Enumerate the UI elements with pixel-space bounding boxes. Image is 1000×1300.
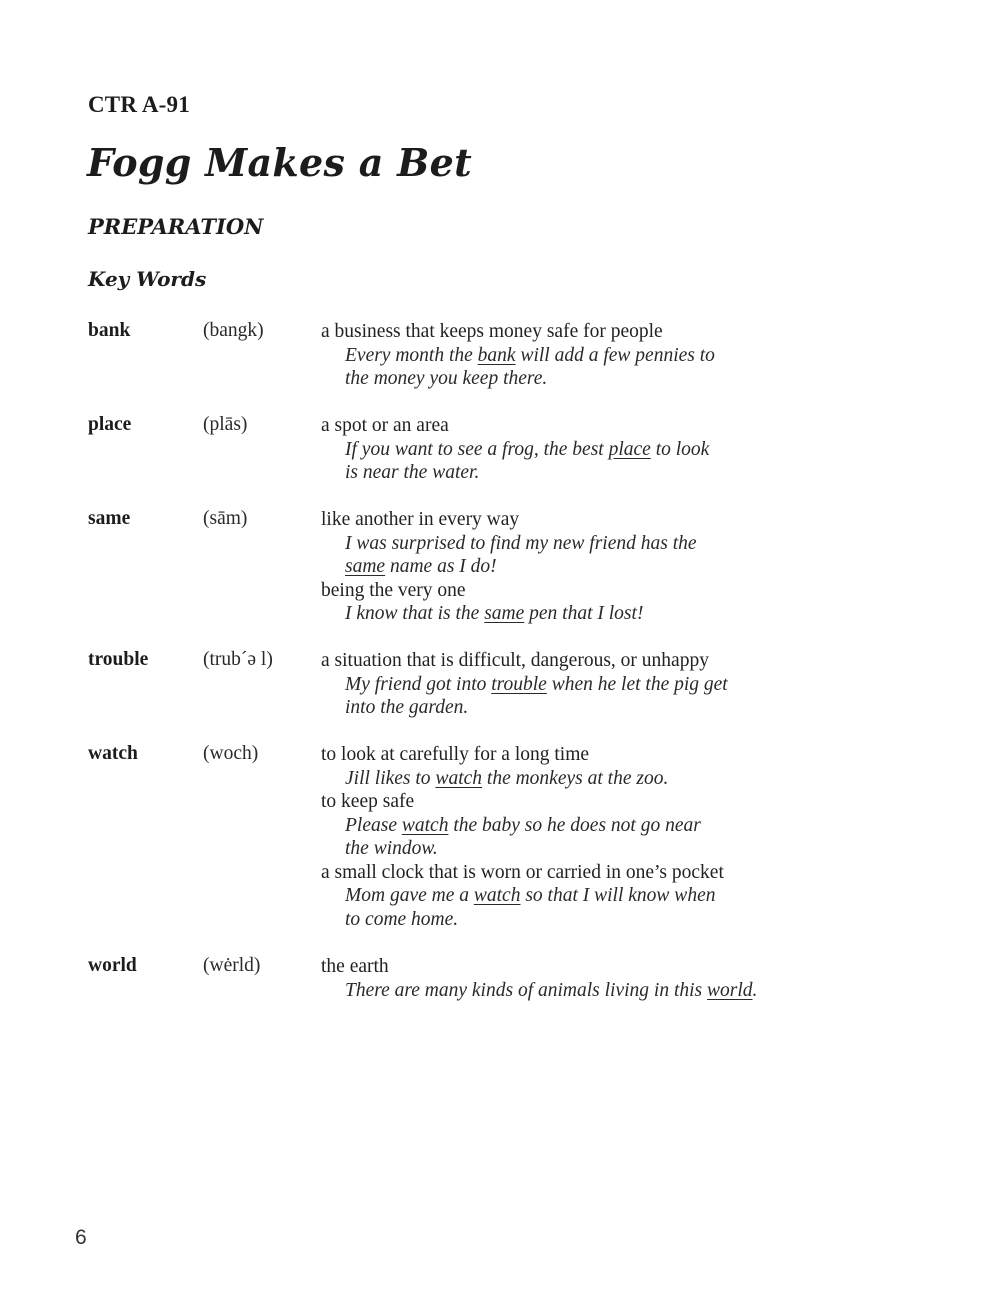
example-text: My friend got into <box>345 673 492 695</box>
underlined-key-word: bank <box>477 344 516 366</box>
key-word: same <box>88 508 131 529</box>
pronunciation: (wėrld) <box>203 955 261 976</box>
example-text: pen that I lost! <box>524 603 644 624</box>
key-word: world <box>88 955 137 976</box>
pronunciation: (trub´ə l) <box>203 649 273 670</box>
example-text: I was surprised to find my new friend has the <box>345 532 697 554</box>
underlined-key-word: place <box>608 438 651 460</box>
example-text: Mom gave me a <box>345 885 474 906</box>
example-text: the window. <box>345 838 438 859</box>
underlined-key-word: watch <box>473 885 521 906</box>
definition: a business that keeps money safe for people <box>321 321 663 342</box>
example-text: Jill likes to <box>345 767 436 789</box>
underlined-key-word: watch <box>435 767 483 789</box>
example-text: the monkeys at the zoo. <box>482 767 669 789</box>
definition: a situation that is difficult, dangerous, or unhappy <box>321 650 709 671</box>
definitions <box>321 649 881 720</box>
example-text: to come home. <box>345 908 459 930</box>
definition: to look at carefully for a long time <box>321 744 590 765</box>
example-sentence-line <box>321 532 881 556</box>
key-word: place <box>88 414 132 435</box>
example-text: to look <box>650 438 710 460</box>
example-text: I know that is the <box>345 603 485 624</box>
underlined-key-word: same <box>345 556 386 577</box>
pronunciation: (plās) <box>203 414 248 435</box>
example-sentence-line <box>321 602 881 626</box>
example-sentence-line <box>321 438 881 462</box>
example-text: There are many kinds of animals living in this <box>345 979 707 1001</box>
example-text: If you want to see a frog, the best <box>345 438 609 460</box>
definitions <box>321 508 881 626</box>
underlined-key-word: watch <box>401 814 449 836</box>
example-sentence-line <box>321 696 881 720</box>
key-word: watch <box>88 743 138 764</box>
example-text: is near the water. <box>345 462 480 483</box>
definitions <box>321 955 881 1002</box>
example-text: . <box>752 979 758 1001</box>
section-heading: PREPARATION <box>88 214 264 239</box>
pronunciation: (woch) <box>203 743 259 764</box>
definitions <box>321 320 881 391</box>
definition: to keep safe <box>321 791 415 812</box>
example-sentence-line <box>321 837 881 861</box>
example-sentence-line <box>321 555 881 579</box>
example-text: when he let the pig get <box>546 673 728 695</box>
underlined-key-word: same <box>484 603 525 624</box>
key-word: trouble <box>88 649 149 670</box>
lesson-code: CTR A-91 <box>88 92 190 117</box>
example-sentence-line <box>321 979 881 1003</box>
example-text: the baby so he does not go near <box>448 814 701 836</box>
example-text: will add a few pennies to <box>515 344 715 366</box>
example-sentence-line <box>321 461 881 485</box>
subsection-heading: Key Words <box>88 267 207 291</box>
example-sentence-line <box>321 367 881 391</box>
underlined-key-word: world <box>707 979 753 1001</box>
key-word: bank <box>88 320 131 341</box>
definitions <box>321 414 881 485</box>
definitions <box>321 743 881 931</box>
example-text: into the garden. <box>345 697 469 718</box>
example-text: the money you keep there. <box>345 368 548 389</box>
example-sentence-line <box>321 673 881 697</box>
example-sentence-line <box>321 814 881 838</box>
page-title: Fogg Makes a Bet <box>87 140 472 185</box>
definition: a small clock that is worn or carried in one’s pocket <box>321 861 724 883</box>
example-sentence-line <box>321 908 881 932</box>
example-text: Every month the <box>345 344 478 366</box>
pronunciation: (sām) <box>203 508 248 529</box>
underlined-key-word: trouble <box>491 673 547 695</box>
pronunciation: (bangk) <box>203 320 264 341</box>
definition: the earth <box>321 956 389 977</box>
example-text: so that I will know when <box>520 885 716 906</box>
definition: a spot or an area <box>321 415 449 436</box>
example-sentence-line <box>321 767 881 791</box>
definition: like another in every way <box>321 509 520 530</box>
example-sentence-line <box>321 884 881 908</box>
example-text: name as I do! <box>385 556 497 577</box>
example-sentence-line <box>321 344 881 368</box>
example-text: Please <box>345 814 402 836</box>
definition: being the very one <box>321 579 466 601</box>
page-number: 6 <box>75 1226 87 1249</box>
